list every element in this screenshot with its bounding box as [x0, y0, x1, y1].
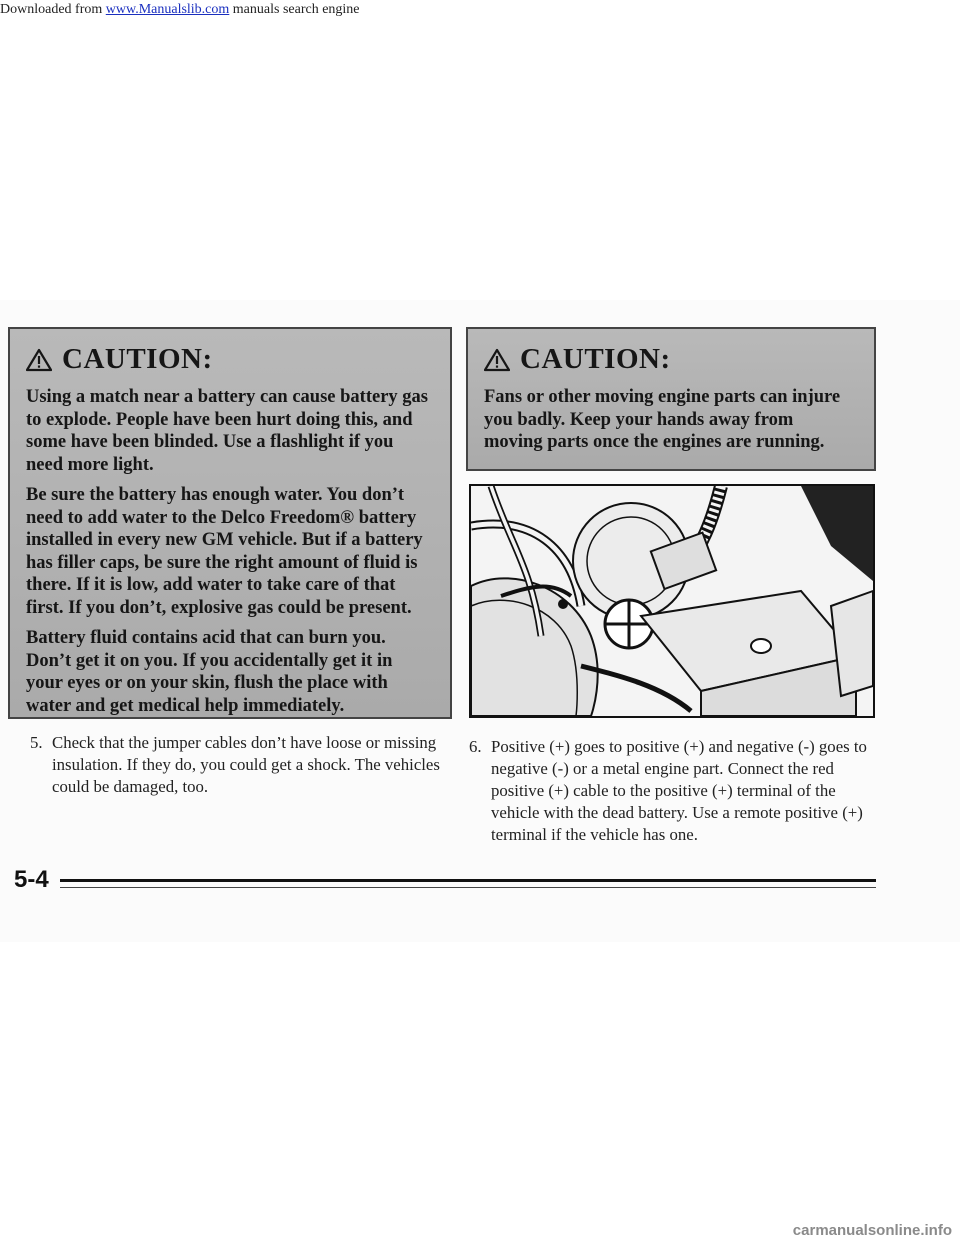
banner-prefix: Downloaded from [0, 2, 106, 17]
engine-battery-illustration [469, 484, 875, 718]
step-text: Positive (+) goes to positive (+) and negative (-) goes to negative (-) or a metal engine part. Connect the red positive (+) cable to the positive (+) terminal of the vehicle with the dead battery. Use a remote positive (+) terminal if the vehicle has one. [491, 737, 867, 844]
warning-triangle-icon [26, 348, 52, 372]
caution-title: CAUTION: [520, 343, 671, 375]
caution-paragraph: Fans or other moving engine parts can injure you badly. Keep your hands away from moving parts once the engines are running. [484, 387, 841, 452]
step-5 [30, 732, 440, 798]
caution-paragraph: Battery fluid contains acid that can burn you. Don’t get it on you. If you accidentally get it in your eyes or on your skin, flush the place with water and get medical help immediately. [26, 628, 393, 716]
step-number: 5. [30, 733, 43, 752]
caution-box-fans [466, 327, 876, 471]
caution-paragraph: Using a match near a battery can cause battery gas to explode. People have been hurt doing this, and some have been blinded. Use a flashlight if you need more light. [26, 387, 428, 475]
footer-rule [60, 879, 876, 882]
caution-header [26, 343, 432, 376]
step-6 [469, 736, 875, 846]
warning-triangle-icon [484, 348, 510, 372]
footer-rule-thin [60, 887, 876, 888]
step-number: 6. [469, 737, 482, 756]
caution-header [484, 343, 856, 376]
caution-paragraph: Be sure the battery has enough water. You don’t need to add water to the Delco Freedom® battery installed in every new GM vehicle. But if a battery has filler caps, be sure the right amount of fluid is there. If it is low, add water to take care of that first. If you don’t, explosive gas could be present. [26, 485, 423, 618]
manualslib-link[interactable]: www.Manualslib.com [105, 2, 230, 17]
banner-suffix: manuals search engine [229, 2, 360, 17]
step-text: Check that the jumper cables don’t have loose or missing insulation. If they do, you could get a shock. The vehicles could be damaged, too. [52, 733, 440, 796]
footer-watermark: carmanualsonline.info [792, 1222, 952, 1239]
caution-title: CAUTION: [62, 343, 213, 375]
caution-box-battery [8, 327, 452, 719]
engine-drawing [471, 486, 873, 716]
download-banner [0, 2, 360, 18]
page-number: 5-4 [14, 866, 49, 893]
